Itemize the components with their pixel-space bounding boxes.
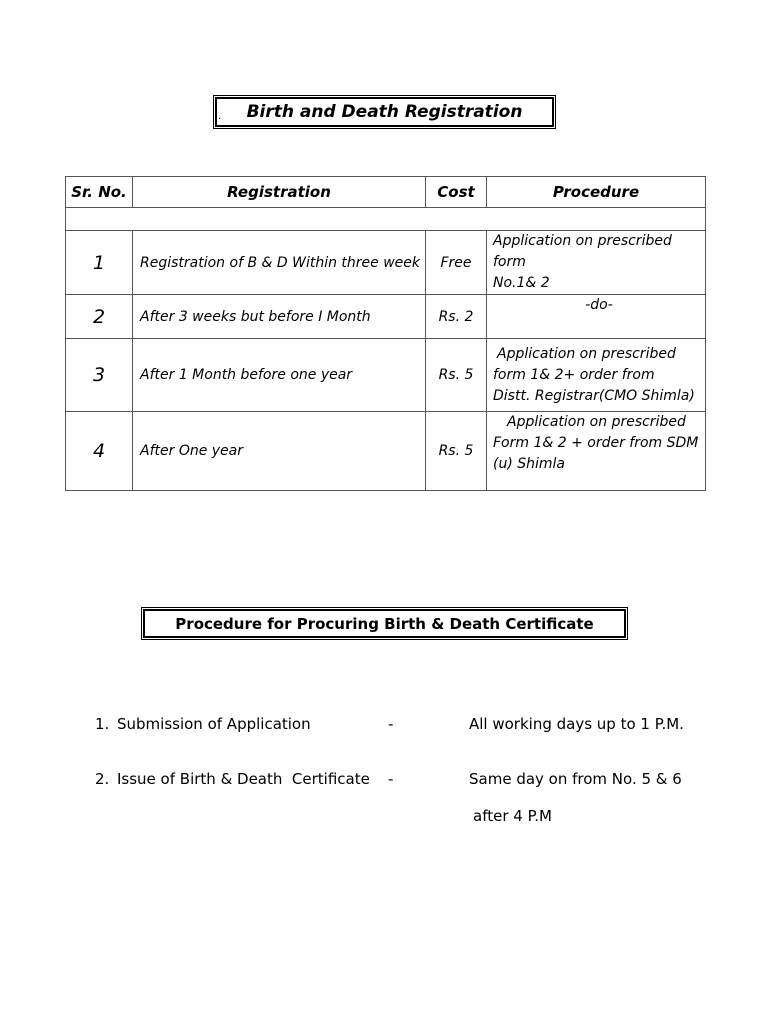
step-detail: Same day on from No. 5 & 6 (469, 770, 682, 788)
section-title-box (141, 607, 628, 640)
spacer-cell (66, 208, 706, 231)
row-sr-no: 3 (66, 339, 133, 412)
header-cost: Cost (426, 177, 487, 208)
row-sr-no: 1 (66, 231, 133, 295)
procedure-line: -do- (585, 297, 613, 313)
header-sr-no: Sr. No. (66, 177, 133, 208)
row-cost: Rs. 5 (426, 412, 487, 491)
row-registration: After 1 Month before one year (133, 339, 426, 412)
row-sr-no: 2 (66, 295, 133, 339)
row-procedure (487, 339, 706, 412)
procedure-line: Application on prescribed (507, 414, 686, 430)
table-row (66, 231, 706, 295)
table-row (66, 339, 706, 412)
step-dash: - (388, 715, 394, 733)
step-dash: - (388, 770, 394, 788)
row-cost: Rs. 2 (426, 295, 487, 339)
step-label: Submission of Application (117, 715, 311, 733)
row-registration: After One year (133, 412, 426, 491)
section-title: Procedure for Procuring Birth & Death Certificate (175, 614, 594, 633)
row-cost: Rs. 5 (426, 339, 487, 412)
row-registration: After 3 weeks but before I Month (133, 295, 426, 339)
title-tick-mark: . (218, 111, 222, 122)
procedure-line: Form 1& 2 + order from SDM (493, 435, 699, 451)
procedure-line: Distt. Registrar(CMO Shimla) (493, 387, 695, 404)
procedure-line: No.1& 2 (493, 275, 550, 291)
page-title-box (213, 95, 556, 129)
header-registration: Registration (133, 177, 426, 208)
step-number: 1. (95, 715, 110, 733)
table-row (66, 412, 706, 491)
page-title: Birth and Death Registration (246, 102, 523, 122)
step-number: 2. (95, 770, 110, 788)
table-row (66, 295, 706, 339)
table-spacer-row (66, 208, 706, 231)
step-detail: All working days up to 1 P.M. (469, 715, 684, 733)
table-header-row (66, 177, 706, 208)
registration-table (65, 176, 706, 491)
step-label: Issue of Birth & Death Certificate (117, 770, 370, 788)
procedure-line: Application on prescribed form (493, 233, 672, 270)
row-sr-no: 4 (66, 412, 133, 491)
header-procedure: Procedure (487, 177, 706, 208)
procedure-line: (u) Shimla (493, 456, 566, 472)
row-cost: Free (426, 231, 487, 295)
row-procedure (487, 231, 706, 295)
row-registration: Registration of B & D Within three week (133, 231, 426, 295)
procedure-line: Application on prescribed (497, 345, 676, 362)
step-detail-continued: after 4 P.M (473, 807, 552, 825)
row-procedure (487, 295, 706, 339)
row-procedure (487, 412, 706, 491)
procedure-line: form 1& 2+ order from (493, 366, 655, 383)
